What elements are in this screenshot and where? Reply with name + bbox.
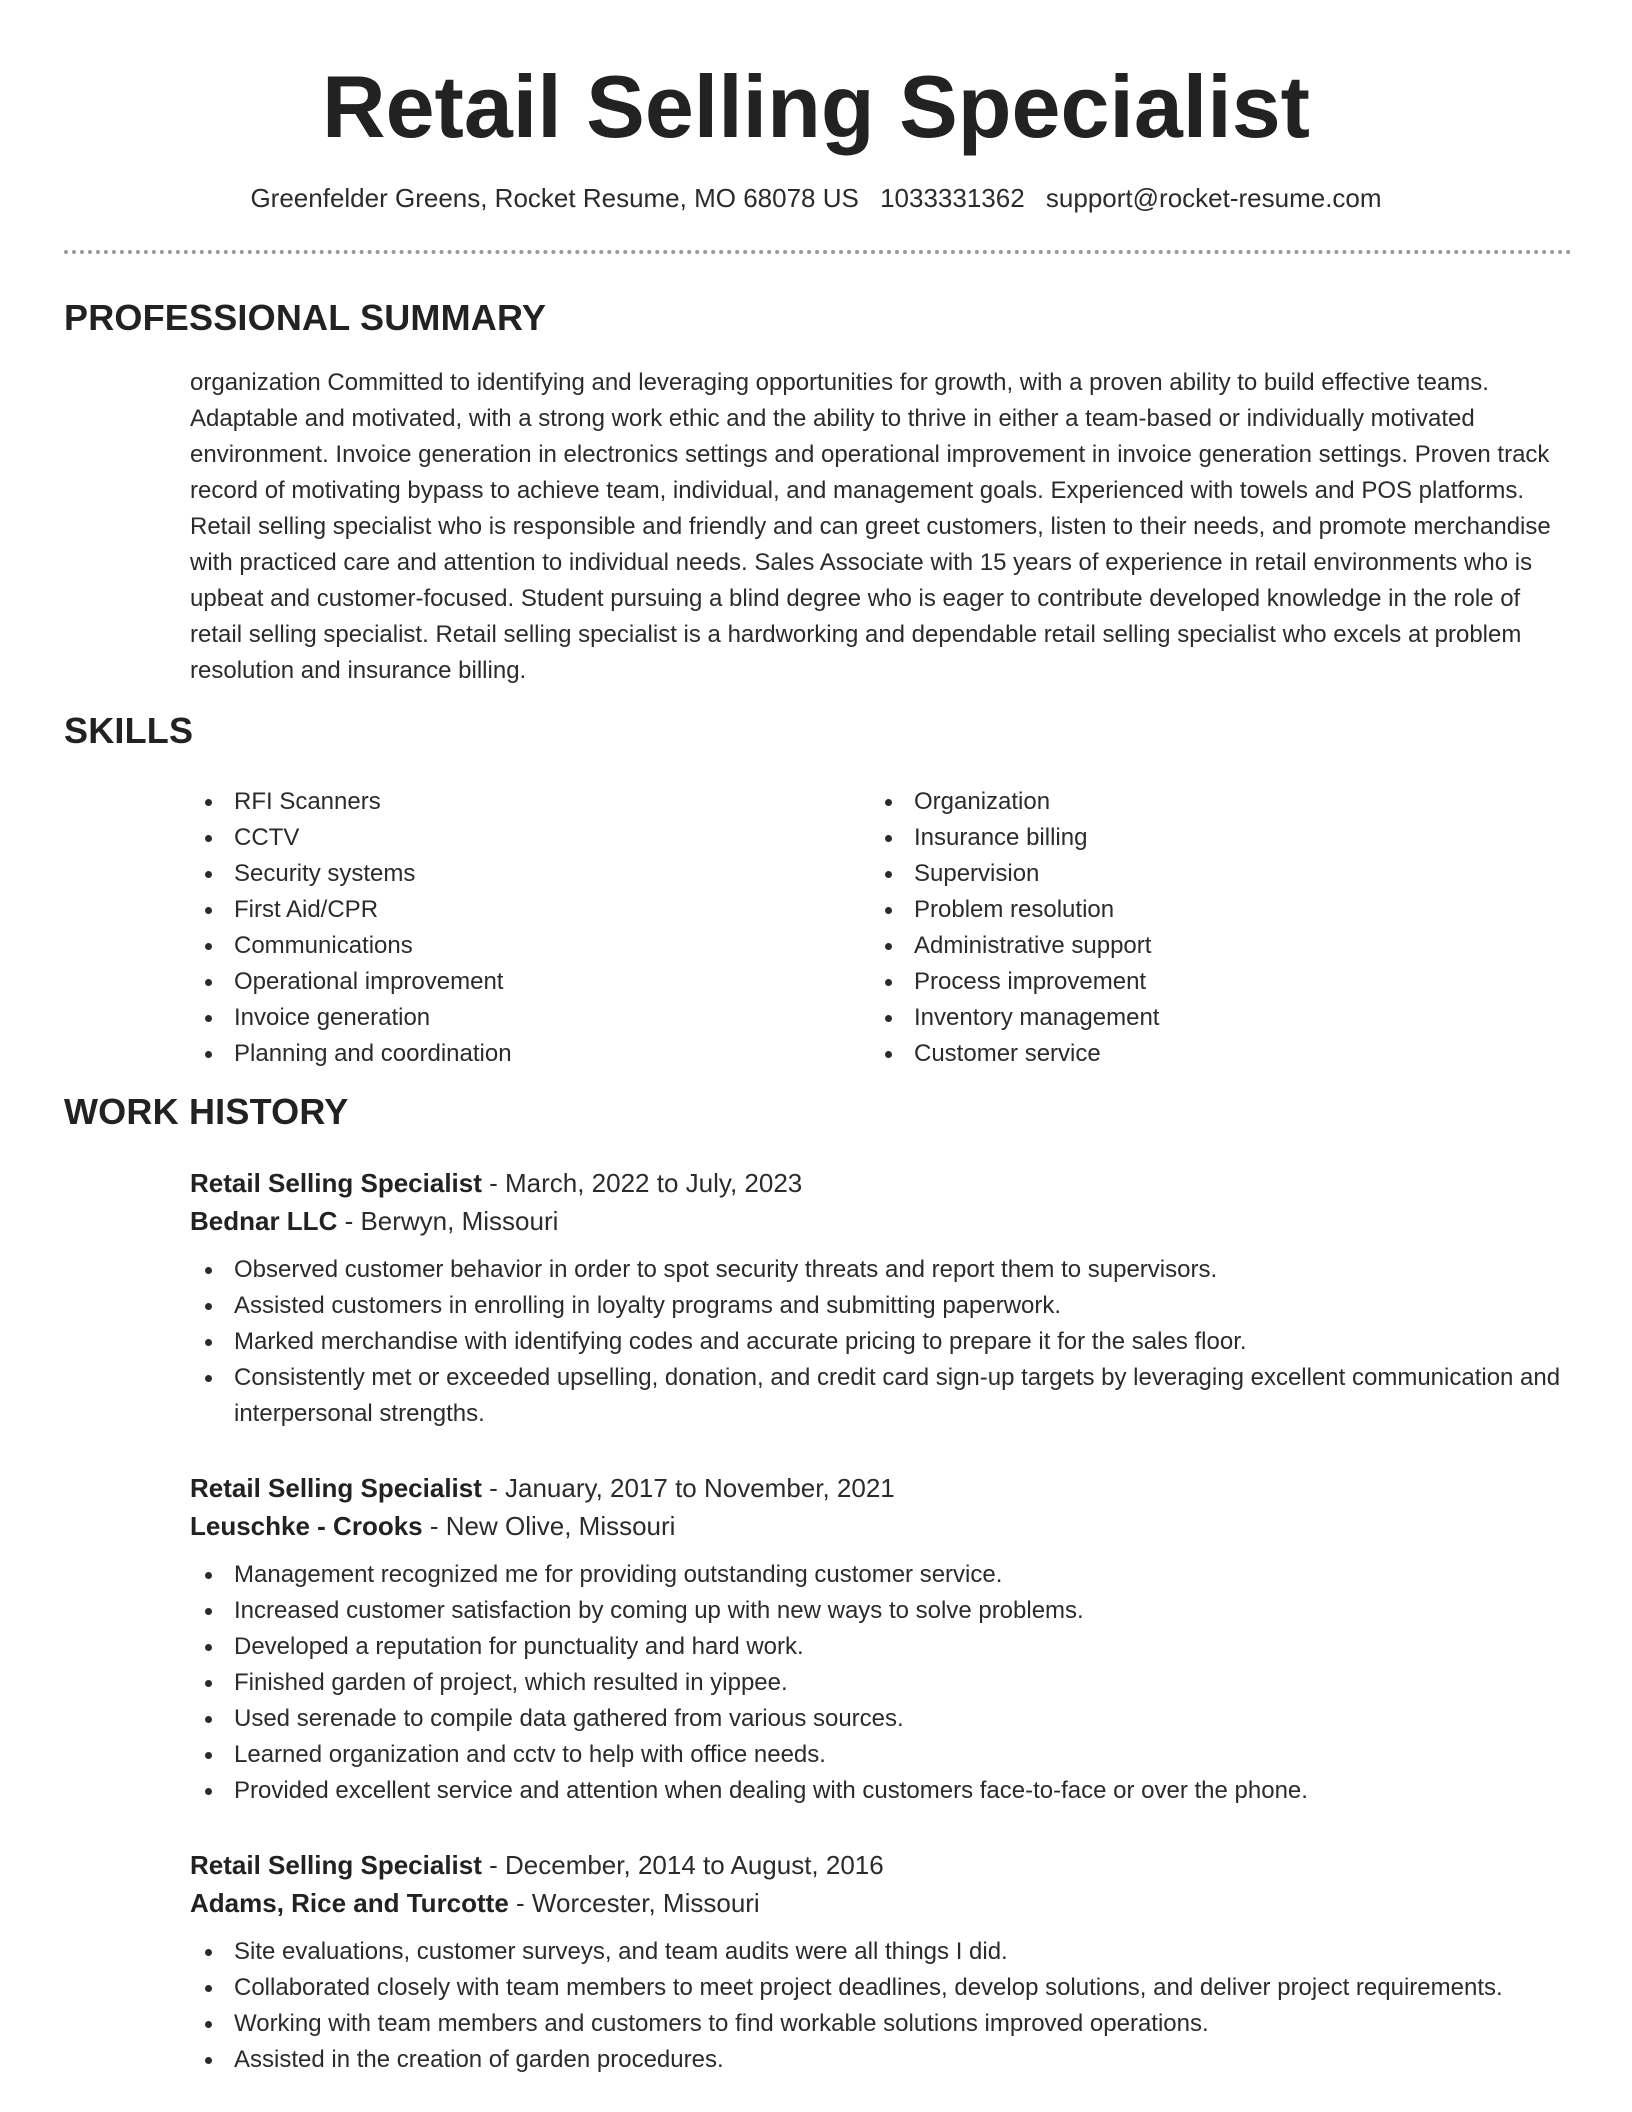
job-company: Leuschke - Crooks: [190, 1511, 423, 1541]
job-bullet: Collaborated closely with team members to meet project deadlines, develop solutions, and deliver project requirements.: [190, 1970, 1570, 2006]
header-divider: [64, 250, 1572, 254]
job-bullet: Learned organization and cctv to help with office needs.: [190, 1737, 1570, 1773]
skill-item: Problem resolution: [870, 892, 1550, 928]
job-entry: [190, 1846, 1570, 2078]
contact-email: support@rocket-resume.com: [1045, 183, 1382, 213]
job-bullet: Developed a reputation for punctuality and hard work.: [190, 1629, 1570, 1665]
skills-column-left: [190, 784, 870, 1072]
section-title-summary: PROFESSIONAL SUMMARY: [64, 297, 547, 338]
contact-line: [0, 180, 1632, 216]
job-company: Adams, Rice and Turcotte: [190, 1888, 509, 1918]
job-bullet: Site evaluations, customer surveys, and team audits were all things I did.: [190, 1934, 1570, 1970]
job-bullet: Assisted customers in enrolling in loyalty programs and submitting paperwork.: [190, 1288, 1570, 1324]
skill-item: Customer service: [870, 1036, 1550, 1072]
job-dates: - December, 2014 to August, 2016: [481, 1850, 884, 1880]
skill-item: RFI Scanners: [190, 784, 870, 820]
skill-item: Supervision: [870, 856, 1550, 892]
skill-item: Inventory management: [870, 1000, 1550, 1036]
summary-text: organization Committed to identifying and leveraging opportunities for growth, with a proven ability to build effective teams. Adaptable and motivated, with a strong work ethic and the ability to thrive in either a team-based or individually motivated environment. Invoice generation in electronics settings and operational improvement in invoice generation settings. Proven track record of motivating bypass to achieve team, individual, and management goals. Experienced with towels and POS platforms. Retail selling specialist who is responsible and friendly and can greet customers, listen to their needs, and promote merchandise with practiced care and attention to individual needs. Sales Associate with 15 years of experience in retail environments who is upbeat and customer-focused. Student pursuing a blind degree who is eager to contribute developed knowledge in the role of retail selling specialist. Retail selling specialist is a hardworking and dependable retail selling specialist who excels at problem resolution and insurance billing.: [190, 369, 1551, 684]
skill-item: Planning and coordination: [190, 1036, 870, 1072]
job-title-line: [190, 1164, 1570, 1202]
job-company-line: [190, 1507, 1570, 1545]
skill-item: Process improvement: [870, 964, 1550, 1000]
job-bullets: [190, 1934, 1570, 2078]
skills-list: [190, 784, 1570, 1072]
skill-item: Operational improvement: [190, 964, 870, 1000]
job-bullet: Marked merchandise with identifying codes and accurate pricing to prepare it for the sales floor.: [190, 1324, 1570, 1360]
job-entry: [190, 1469, 1570, 1809]
resume-name-heading: Retail Selling Specialist: [322, 57, 1310, 156]
job-bullet: Used serenade to compile data gathered from various sources.: [190, 1701, 1570, 1737]
job-location: - Berwyn, Missouri: [337, 1206, 559, 1236]
contact-phone: 1033331362: [880, 183, 1025, 213]
job-bullet: Consistently met or exceeded upselling, donation, and credit card sign-up targets by leveraging excellent communication and interpersonal strengths.: [190, 1360, 1570, 1432]
job-company-line: [190, 1202, 1570, 1240]
skills-column-right: [870, 784, 1550, 1072]
job-bullet: Finished garden of project, which resulted in yippee.: [190, 1665, 1570, 1701]
job-dates: - March, 2022 to July, 2023: [481, 1168, 803, 1198]
job-bullet: Management recognized me for providing outstanding customer service.: [190, 1557, 1570, 1593]
section-title-work-history: WORK HISTORY: [64, 1091, 349, 1132]
job-bullet: Working with team members and customers to find workable solutions improved operations.: [190, 2006, 1570, 2042]
job-bullets: [190, 1252, 1570, 1432]
skill-item: Security systems: [190, 856, 870, 892]
skill-item: CCTV: [190, 820, 870, 856]
job-company: Bednar LLC: [190, 1206, 338, 1236]
skill-item: First Aid/CPR: [190, 892, 870, 928]
skill-item: Insurance billing: [870, 820, 1550, 856]
job-location: - Worcester, Missouri: [508, 1888, 760, 1918]
job-entry: [190, 1164, 1570, 1432]
skill-item: Invoice generation: [190, 1000, 870, 1036]
job-role: Retail Selling Specialist: [190, 1473, 482, 1503]
job-bullets: [190, 1557, 1570, 1809]
job-dates: - January, 2017 to November, 2021: [481, 1473, 895, 1503]
job-title-line: [190, 1469, 1570, 1507]
skill-item: Organization: [870, 784, 1550, 820]
contact-address: Greenfelder Greens, Rocket Resume, MO 68078 US: [250, 183, 859, 213]
skill-item: Administrative support: [870, 928, 1550, 964]
job-bullet: Assisted in the creation of garden procedures.: [190, 2042, 1570, 2078]
job-role: Retail Selling Specialist: [190, 1850, 482, 1880]
job-role: Retail Selling Specialist: [190, 1168, 482, 1198]
job-bullet: Provided excellent service and attention when dealing with customers face-to-face or over the phone.: [190, 1773, 1570, 1809]
job-title-line: [190, 1846, 1570, 1884]
skill-item: Communications: [190, 928, 870, 964]
section-title-skills: SKILLS: [64, 710, 194, 751]
job-bullet: Observed customer behavior in order to spot security threats and report them to supervisors.: [190, 1252, 1570, 1288]
job-location: - New Olive, Missouri: [422, 1511, 676, 1541]
job-bullet: Increased customer satisfaction by coming up with new ways to solve problems.: [190, 1593, 1570, 1629]
job-company-line: [190, 1884, 1570, 1922]
